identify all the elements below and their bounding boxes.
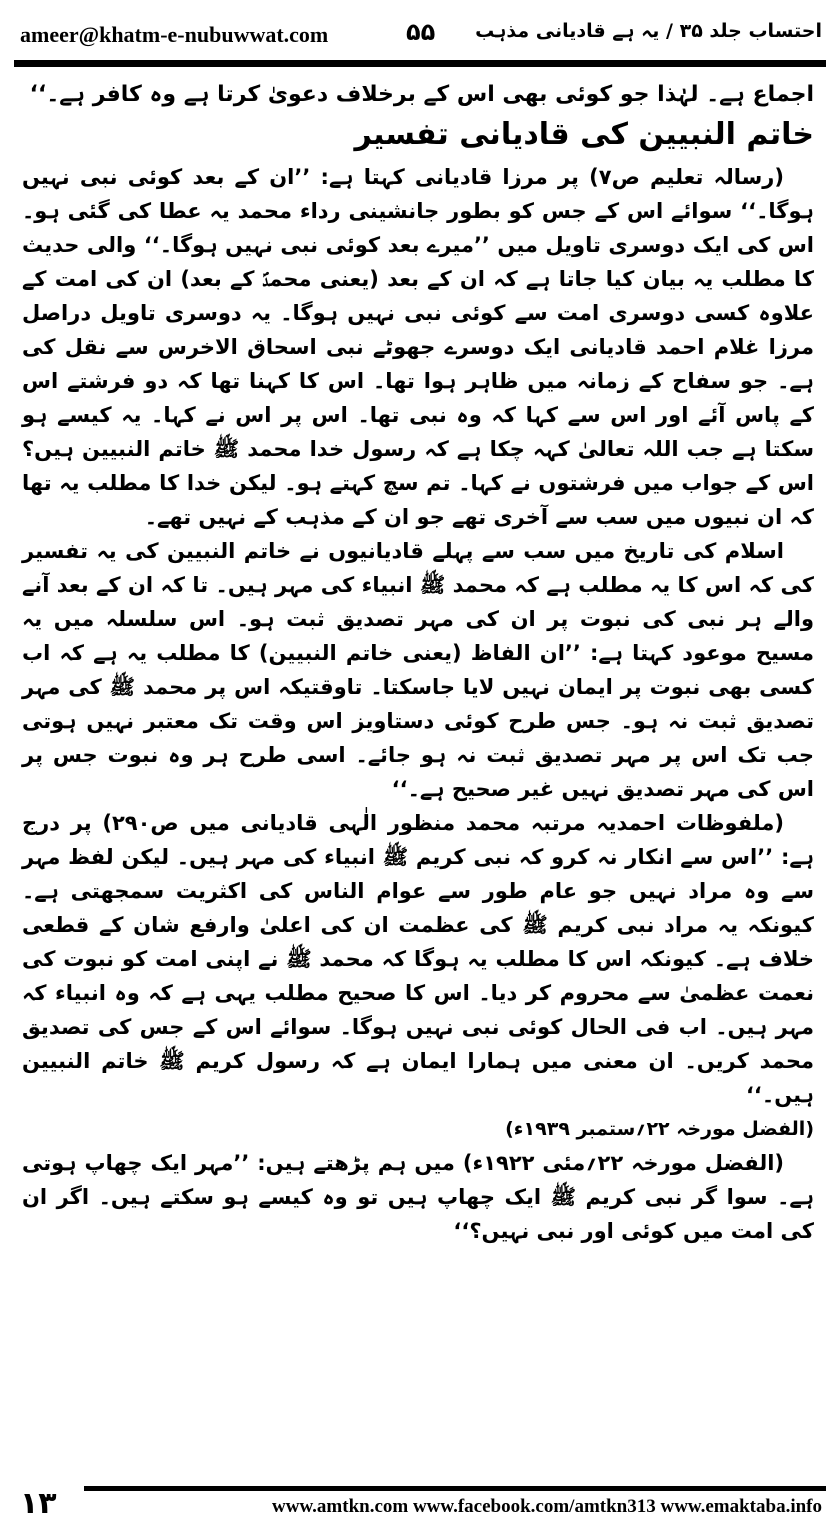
footer-page-marker: ۱۳	[20, 1486, 57, 1521]
header-book-title: احتساب جلد ۳۵ / یہ ہے قادیانی مذہب	[475, 20, 822, 42]
header-page-number: ۵۵	[406, 18, 436, 46]
footer-links[interactable]: www.amtkn.com www.facebook.com/amtkn313 www.emaktaba.info	[272, 1496, 822, 1517]
paragraph-2: اسلام کی تاریخ میں سب سے پہلے قادیانیوں نے خاتم النبیین کی یہ تفسیر کی کہ اس کا یہ مطلب ہے کہ محمد ﷺ انبیاء کی مہر ہیں۔ تا کہ ان کے بعد آنے والے ہر نبی کی نبوت پر ان کی مہر تصدیق ثبت ہو۔ اس سلسلہ میں یہ مسیح موعود کہتا ہے: ’’ان الفاظ (یعنی خاتم النبیین) کا مطلب یہ ہے کہ اب کسی بھی نبوت پر ایمان نہیں لایا جاسکتا۔ تاوقتیکہ اس پر محمد ﷺ کی مہر تصدیق ثبت نہ ہو۔ جس طرح کوئی دستاویز اس وقت تک معتبر نہیں ہوتی جب تک اس پر مہر تصدیق ثبت نہ ہو جائے۔ اسی طرح ہر وہ نبوت جس پر اس کی مہر تصدیق نہیں غیر صحیح ہے۔‘‘	[22, 539, 814, 801]
paragraph-3: (ملفوظات احمدیہ مرتبہ محمد منظور الٰہی قادیانی میں ص۲۹۰) پر درج ہے: ’’اس سے انکار نہ کرو کہ نبی کریم ﷺ انبیاء کی مہر ہیں۔ لیکن لفظ مہر سے وہ مراد نہیں جو عام طور سے عوام الناس کی اکثریت سمجھتی ہے۔ کیونکہ یہ مراد نبی کریم ﷺ کی عظمت ان کی اعلیٰ وارفع شان کے قطعی خلاف ہے۔ کیونکہ اس کا مطلب یہ ہوگا کہ محمد ﷺ نے اپنی امت کو نبوت کی نعمت عظمیٰ سے محروم کر دیا۔ اس کا صحیح مطلب یہی ہے کہ وہ انبیاء کہ مہر ہیں۔ اب فی الحال کوئی نبی نہیں ہوگا۔ سوائے اس کے جس کی تصدیق محمد کریں۔ ان معنی میں ہمارا ایمان ہے کہ رسول کریم ﷺ خاتم النبیین ہیں۔‘‘	[22, 811, 814, 1107]
opening-line: اجماع ہے۔ لہٰذا جو کوئی بھی اس کے برخلاف دعویٰ کرتا ہے وہ کافر ہے۔‘‘	[29, 82, 814, 107]
paragraph-1: (رسالہ تعلیم ص۷) پر مرزا قادیانی کہتا ہے: ’’ان کے بعد کوئی نبی نہیں ہوگا۔‘‘ سوائے اس کے جس کو بطور جانشینی رداء محمد یہ عطا کی گئی ہو۔ اس کی ایک دوسری تاویل میں ’’میرے بعد کوئی نبی نہیں ہوگا۔‘‘ والی حدیث کا مطلب یہ بیان کیا جاتا ہے کہ ان کے بعد (یعنی محمدؐ کے بعد) ان کی امت کے علاوہ کسی دوسری امت سے کوئی نبی نہیں ہوگا۔ یہ دوسری تاویل دراصل مرزا غلام احمد قادیانی ایک دوسرے جھوٹے نبی اسحاق الاخرس سے نقل کی ہے۔ جو سفاح کے زمانہ میں ظاہر ہوا تھا۔ اس کا کہنا تھا کہ دو فرشتے اس کے پاس آئے اور اس سے کہا کہ وہ نبی تھا۔ اس پر اس نے کہا۔ یہ کیسے ہو سکتا ہے جب اللہ تعالیٰ کہہ چکا ہے کہ رسول خدا محمد ﷺ خاتم النبیین ہیں؟ اس کے جواب میں فرشتوں نے کہا۔ تم سچ کہتے ہو۔ لیکن خدا کا مطلب یہ تھا کہ ان نبیوں میں سب سے آخری تھے جو ان کے مذہب کے نہیں تھے۔	[22, 165, 814, 529]
page-body	[22, 78, 814, 1248]
paragraph-4: (الفضل مورخہ ۲۲؍مئی ۱۹۲۲ء) میں ہم پڑھتے ہیں: ’’مہر ایک چھاپ ہوتی ہے۔ سوا گر نبی کریم ﷺ ایک چھاپ ہیں تو وہ کیسے ہو سکتے ہیں۔ اگر ان کی امت میں کوئی اور نبی نہیں؟‘‘	[22, 1151, 814, 1243]
header-rule	[14, 60, 826, 67]
section-heading: خاتم النبیین کی قادیانی تفسیر	[354, 117, 814, 152]
footer-rule	[84, 1486, 826, 1491]
reference-1: (الفضل مورخہ ۲۲؍ستمبر ۱۹۳۹ء)	[505, 1118, 814, 1140]
page-footer	[14, 1486, 826, 1526]
page-header	[14, 18, 826, 54]
header-email: ameer@khatm-e-nubuwwat.com	[20, 22, 329, 47]
